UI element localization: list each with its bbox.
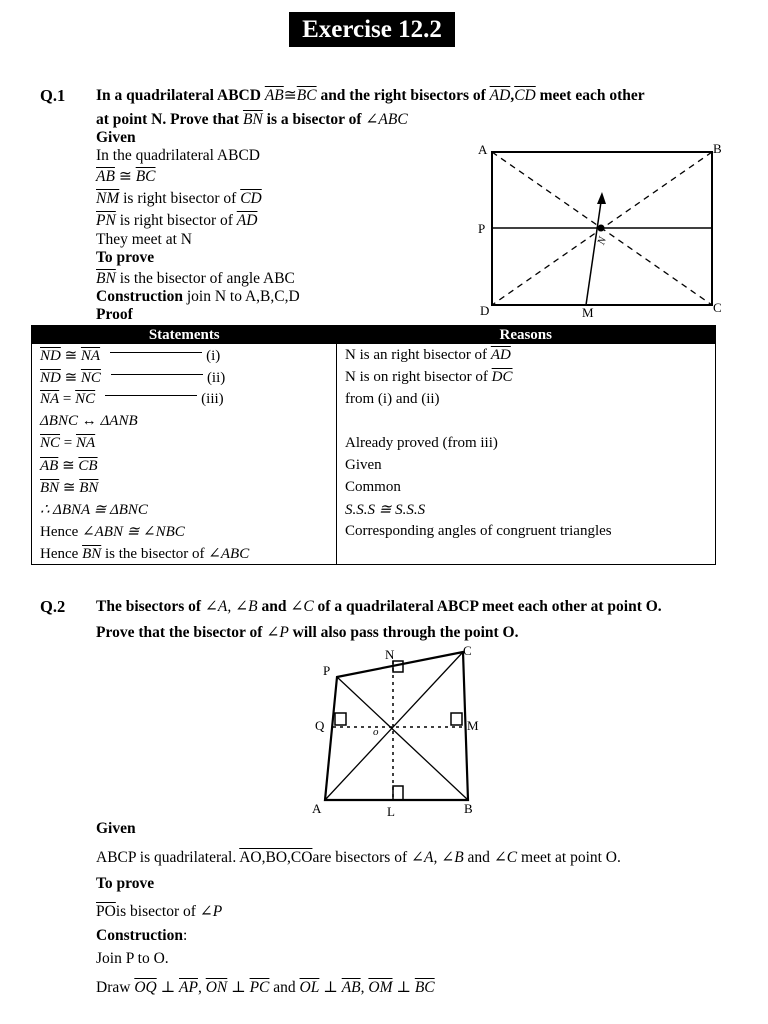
label-p: P [478, 221, 486, 236]
q2-number: Q.2 [40, 597, 66, 616]
label-p: P [323, 663, 331, 678]
label-l: L [387, 804, 395, 819]
label-o: o [373, 726, 379, 738]
label-n: N [385, 647, 395, 662]
diagonal-pb [337, 677, 468, 800]
table-row: Hence ∠ABN ≅ ∠NBC Corresponding angles of congruent triangles [32, 520, 716, 542]
label-c: C [713, 300, 722, 315]
header-reasons: Reasons [337, 326, 716, 345]
q2-quadrilateral-figure [300, 640, 500, 825]
q1-line-2: at point N. Prove that $\overline{BN}$ is a bisector of ∠ABC [96, 111, 408, 128]
table-row: $\overline{ND}$ ≅ $\overline{NC}$ (ii) N is on right bisector of $\overline{DC}$ [32, 366, 716, 388]
q1-given-5: They meet at N [96, 231, 192, 248]
point-n [598, 225, 605, 232]
label-n: N [595, 235, 610, 247]
q1-given-heading: Given [96, 129, 136, 146]
table-row: ∴ ΔBNA ≅ ΔBNC S.S.S ≅ S.S.S [32, 498, 716, 520]
q1-given-2: $\overline{AB}$ ≅ $\overline{BC}$ [96, 168, 156, 185]
q2-line-2: Prove that the bisector of ∠P will also pass through the point O. [96, 624, 519, 641]
q1-line-1: In a quadrilateral ABCD $\overline{AB}≅\overline{BC}$ and the right bisectors of $\overline{AD},\overline{CD}$ meet each other [96, 87, 645, 104]
table-row: $\overline{NA} = \overline{NC}$ (iii) from (i) and (ii) [32, 388, 716, 410]
q2-construction-heading: Construction: [96, 927, 188, 944]
label-d: D [480, 303, 490, 318]
q1-given-1: In the quadrilateral ABCD [96, 147, 260, 164]
table-row: Hence $\overline{BN}$ is the bisector of ∠ABC [32, 542, 716, 565]
q2-given-heading: Given [96, 820, 136, 837]
label-m: M [467, 718, 479, 733]
q2-given: ABCP is quadrilateral. AO,BO,COare bisectors of ∠A, ∠B and ∠C meet at point O. [96, 849, 621, 866]
q2-to-prove: $\overline{PO}is$ bisector of ∠P [96, 903, 223, 920]
q1-construction: Construction join N to A,B,C,D [96, 288, 300, 305]
q1-proof-heading: Proof [96, 306, 133, 323]
q1-rectangle-figure [470, 140, 730, 325]
exercise-title: Exercise 12.2 [289, 12, 455, 47]
q1-to-prove: $\overline{BN}$ is the bisector of angle ABC [96, 270, 295, 287]
q1-to-prove-heading: To prove [96, 249, 155, 266]
q1-given-3: $\overline{NM}$ is right bisector of $\overline{CD}$ [96, 190, 262, 207]
label-b: B [464, 801, 473, 816]
q2-draw-line: Draw $\overline{OQ}$ ⊥ $\overline{AP}$, $\overline{ON}$ ⊥ $\overline{PC}$ and $\overline{OL}$ ⊥ $\overline{AB}$, $\overline{OM}$ ⊥ $\overline{BC}$ [96, 979, 435, 996]
q1-number: Q.1 [40, 86, 66, 105]
right-angle-l [393, 786, 403, 800]
q2-to-prove-heading: To prove [96, 875, 155, 892]
label-b: B [713, 141, 722, 156]
table-row: $\overline{BN}$ ≅ $\overline{BN}$ Common [32, 476, 716, 498]
label-q: Q [315, 718, 325, 733]
table-row: $\overline{NC} = \overline{NA}$ Already proved (from iii) [32, 432, 716, 454]
header-statements: Statements [32, 326, 337, 345]
label-a: A [478, 142, 488, 157]
label-a: A [312, 801, 322, 816]
arrow-head [597, 192, 606, 204]
q1-given-4: $\overline{PN}$ is right bisector of $\overline{AD}$ [96, 212, 258, 229]
table-row: $\overline{AB}$ ≅ $\overline{CB}$ Given [32, 454, 716, 476]
q1-proof-table [31, 325, 716, 565]
table-row: ΔBNC ↔ ΔANB [32, 410, 716, 432]
label-m: M [582, 305, 594, 320]
q2-line-1: The bisectors of ∠A, ∠B and ∠C of a quadrilateral ABCP meet each other at point O. [96, 598, 662, 615]
right-angle-m [451, 713, 462, 725]
bisector-mn [586, 195, 602, 305]
table-row: $\overline{ND}$ ≅ $\overline{NA}$ (i) N is an right bisector of $\overline{AD}$ [32, 344, 716, 366]
label-c: C [463, 643, 472, 658]
q2-construction-1: Join P to O. [96, 950, 169, 967]
right-angle-q [335, 713, 346, 725]
